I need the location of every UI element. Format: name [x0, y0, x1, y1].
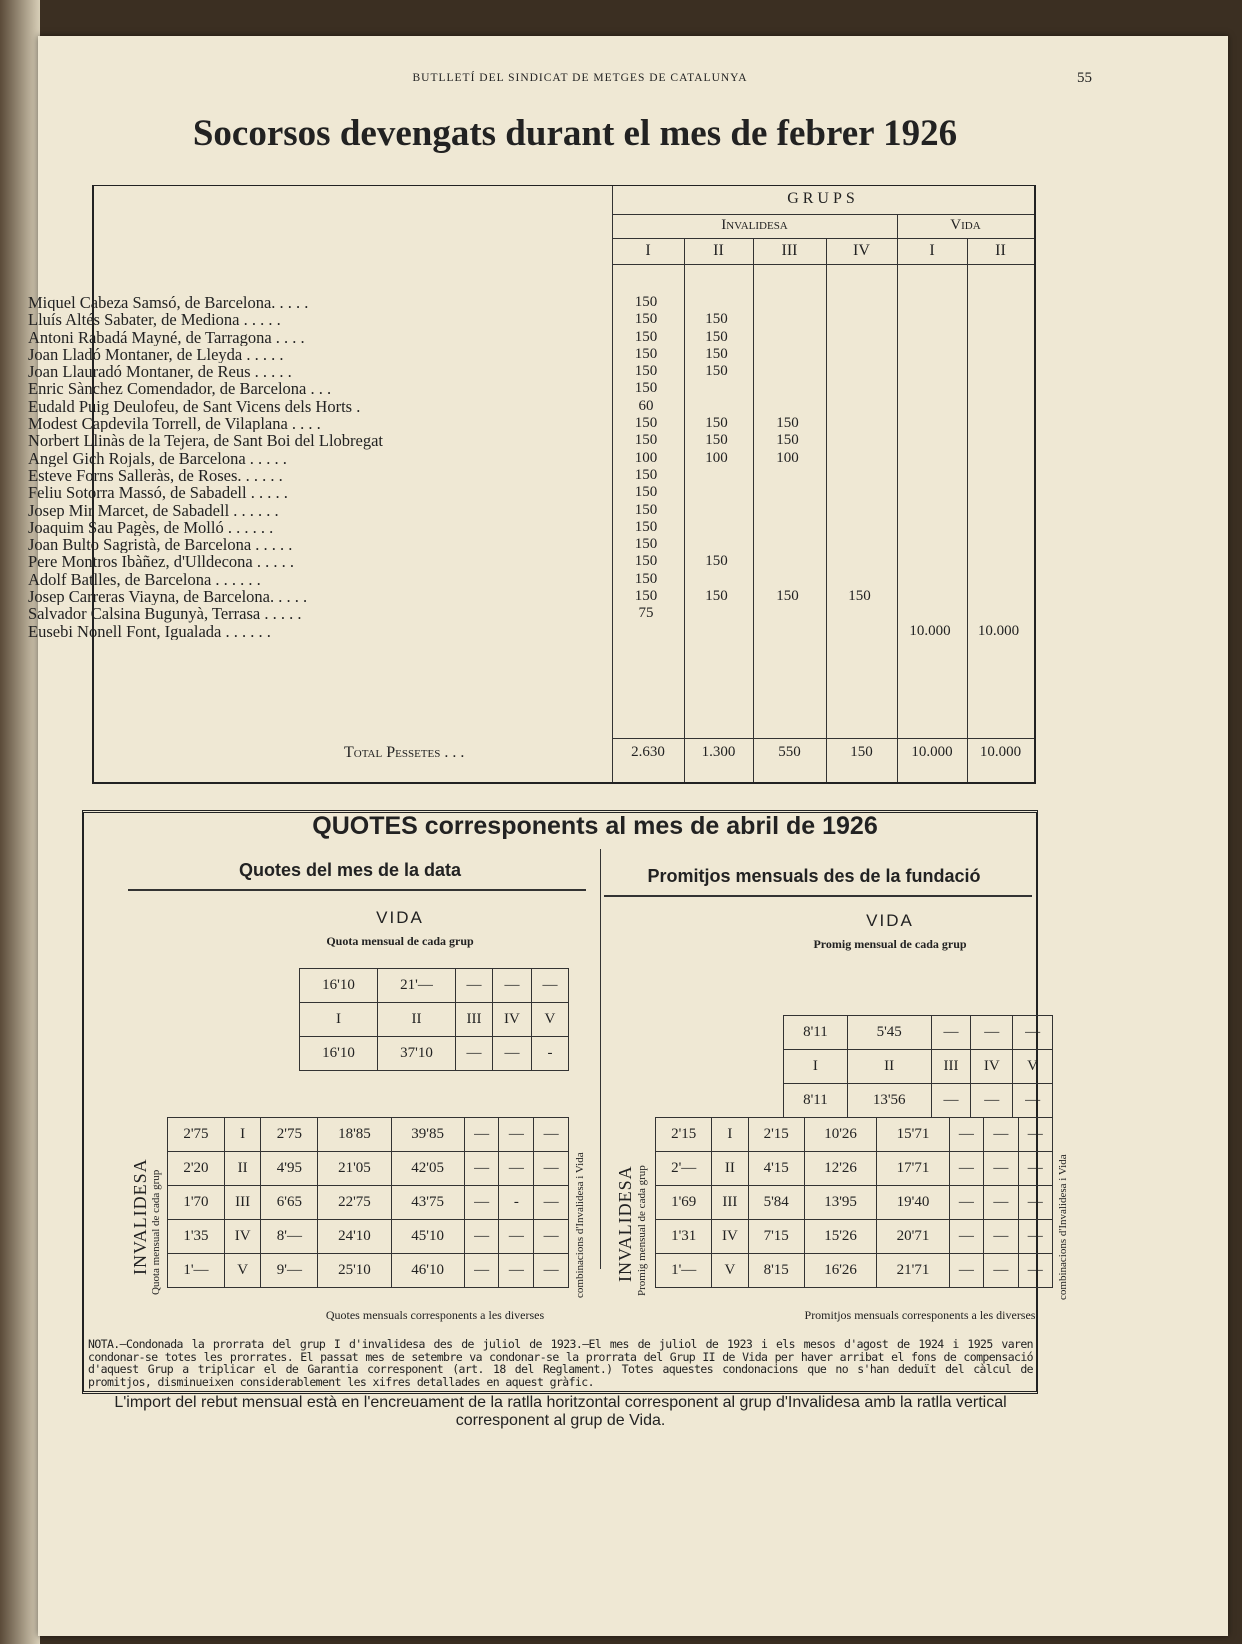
grid-cell: 45'10 — [391, 1220, 464, 1254]
grid-cell: 1'31 — [656, 1220, 712, 1254]
values-vida-ii — [965, 294, 1032, 640]
value-cell — [824, 363, 895, 380]
grid-cell: 6'65 — [261, 1186, 318, 1220]
member-name: Eusebi Nonell Font, Igualada . . . . . . — [28, 622, 271, 640]
member-name: Miquel Cabeza Samsó, de Barcelona. . . . . — [28, 294, 309, 312]
value-cell — [895, 432, 965, 449]
left-vida-caption: Quota mensual de cada grup — [326, 934, 474, 948]
value-cell — [751, 294, 824, 311]
grid-cell: 1'69 — [656, 1186, 712, 1220]
value-cell — [824, 571, 895, 588]
grid-cell: 5'84 — [748, 1186, 804, 1220]
grid-cell: 39'85 — [391, 1118, 464, 1152]
left-footer-caption: Quotes mensuals corresponents a les diverses — [325, 1308, 545, 1322]
grid-cell: — — [984, 1118, 1018, 1152]
grid-cell: I — [712, 1118, 748, 1152]
grid-cell: 13'95 — [804, 1186, 876, 1220]
grid-cell: — — [1018, 1152, 1052, 1186]
value-cell: 100 — [776, 449, 799, 466]
value-cell — [895, 484, 965, 501]
page-number: 55 — [1077, 70, 1092, 86]
value-cell — [965, 553, 1032, 570]
value-cell — [751, 571, 824, 588]
value-cell — [751, 311, 824, 328]
value-cell — [824, 432, 895, 449]
values-inv-iii — [751, 294, 824, 640]
value-cell — [895, 294, 965, 311]
grid-cell: II — [712, 1152, 748, 1186]
value-cell — [824, 536, 895, 553]
value-cell — [895, 363, 965, 380]
value-cell: 150 — [634, 466, 658, 483]
value-cell — [682, 467, 751, 484]
value-cell: 150 — [705, 363, 728, 380]
col-inv-iii: III — [781, 242, 798, 259]
grid-cell: 16'26 — [804, 1254, 876, 1288]
value-cell: 150 — [776, 415, 799, 432]
value-cell: 100 — [705, 449, 728, 466]
member-name: Salvador Calsina Bugunyà, Terrasa . . . . . — [28, 605, 302, 623]
right-footer-caption: Promitjos mensuals corresponents a les diverses — [804, 1308, 1036, 1322]
value-cell: 150 — [776, 432, 799, 449]
value-cell — [965, 311, 1032, 328]
grid-cell: — — [534, 1118, 569, 1152]
grid-cell: — — [1018, 1186, 1052, 1220]
value-cell — [682, 484, 751, 501]
grid-cell: 1'35 — [168, 1220, 225, 1254]
value-cell: 150 — [634, 570, 658, 587]
grid-cell: 8'15 — [748, 1254, 804, 1288]
value-cell — [824, 398, 895, 415]
member-name: Eudald Puig Deulofeu, de Sant Vicens dels Horts . — [28, 397, 361, 416]
value-cell: 150 — [634, 345, 658, 362]
value-cell — [965, 467, 1032, 484]
grid-cell: 2'15 — [656, 1118, 712, 1152]
value-cell — [824, 311, 895, 328]
value-cell — [751, 398, 824, 415]
grid-cell: 19'40 — [877, 1186, 949, 1220]
value-cell — [824, 553, 895, 570]
value-cell — [751, 605, 824, 622]
value-cell — [824, 415, 895, 432]
member-name: Esteve Forns Salleràs, de Roses. . . . . . — [28, 466, 283, 485]
grid-cell: 20'71 — [877, 1220, 949, 1254]
value-cell — [824, 380, 895, 397]
vida-header: Vida — [950, 217, 981, 233]
value-cell — [682, 380, 751, 397]
grid-cell: 25'10 — [318, 1254, 391, 1288]
grid-cell: 7'15 — [748, 1220, 804, 1254]
grid-cell: V — [712, 1254, 748, 1288]
value-cell: 150 — [705, 415, 728, 432]
grid-cell: 12'26 — [804, 1152, 876, 1186]
value-cell: 150 — [634, 328, 658, 345]
value-cell: 150 — [634, 380, 658, 397]
grid-row — [168, 1152, 569, 1186]
value-cell — [895, 415, 965, 432]
grid-cell: — — [984, 1152, 1018, 1186]
value-cell: 150 — [634, 415, 658, 432]
value-cell — [895, 571, 965, 588]
value-cell — [824, 294, 895, 311]
member-name: Antoni Rabadá Mayné, de Tarragona . . . . — [28, 328, 305, 346]
value-cell: 150 — [634, 484, 658, 501]
value-cell: 150 — [634, 363, 658, 380]
member-name: Norbert Llinàs de la Tejera, de Sant Boi del Llobregat — [28, 432, 384, 450]
value-cell — [965, 502, 1032, 519]
grid-row — [656, 1254, 1053, 1288]
grid-cell: 8'— — [261, 1220, 318, 1254]
value-cell — [610, 623, 682, 640]
value-cell — [682, 294, 751, 311]
left-side-caption: Quota mensual de cada grup — [150, 1169, 162, 1295]
value-cell — [751, 467, 824, 484]
right-invalidesa-grid — [655, 1117, 1053, 1288]
grid-cell: 15'26 — [804, 1220, 876, 1254]
value-cell: 150 — [634, 536, 658, 553]
value-cell — [895, 346, 965, 363]
value-cell — [751, 623, 824, 640]
grid-cell: — — [534, 1186, 569, 1220]
grid-cell: — — [949, 1118, 983, 1152]
value-cell: 150 — [776, 588, 799, 605]
col-inv-i: I — [645, 242, 651, 259]
value-cell — [895, 380, 965, 397]
total-vida-ii: 10.000 — [979, 744, 1022, 760]
values-inv-iv — [824, 294, 895, 640]
grid-cell: V — [224, 1254, 261, 1288]
member-name: Joan Lladó Montaner, de Lleyda . . . . . — [28, 345, 284, 364]
left-vida-label: VIDA — [376, 908, 424, 927]
grid-cell: 2'15 — [748, 1118, 804, 1152]
import-text: L'import del rebut mensual està en l'encreuament de la ratlla horitzontal corresponent al grup d'Invalidesa amb la ratlla vertical corresponent al grup de Vida. — [114, 1394, 1007, 1429]
member-name: Angel Gich Rojals, de Barcelona . . . . . — [28, 449, 287, 467]
member-name: Lluís Altés Sabater, de Mediona . . . . . — [28, 311, 281, 329]
value-cell — [965, 571, 1032, 588]
member-name: Joan Bulto Sagristà, de Barcelona . . . . . — [28, 536, 293, 554]
value-cell: 10.000 — [909, 622, 951, 639]
member-name: Joan Llauradó Montaner, de Reus . . . . . — [28, 363, 292, 381]
value-cell — [965, 398, 1032, 415]
page-title: Socorsos devengats durant el mes de febrer 1926 — [192, 113, 958, 154]
right-side-caption: Promig mensual de cada grup — [636, 1165, 648, 1296]
grid-row — [168, 1186, 569, 1220]
grid-row — [168, 1220, 569, 1254]
left-right-caption: combinacions d'Invalidesa i Vida — [574, 1152, 586, 1298]
values-inv-ii — [682, 294, 751, 640]
journal-header: BUTLLETÍ DEL SINDICAT DE METGES DE CATALUNYA — [412, 72, 748, 84]
total-label: Total Pessetes . . . — [344, 744, 465, 761]
right-vida-label: VIDA — [866, 911, 914, 930]
value-cell — [965, 605, 1032, 622]
grid-cell: — — [534, 1254, 569, 1288]
value-cell — [895, 536, 965, 553]
grid-cell: 4'95 — [261, 1152, 318, 1186]
member-name: Josep Mir Marcet, de Sabadell . . . . . . — [28, 501, 279, 519]
grid-cell: — — [949, 1186, 983, 1220]
value-cell: 150 — [634, 501, 658, 518]
value-cell: 150 — [705, 328, 728, 345]
grid-cell: IV — [712, 1220, 748, 1254]
value-cell — [682, 605, 751, 622]
value-cell: 10.000 — [977, 622, 1020, 639]
grid-cell: — — [464, 1152, 499, 1186]
grid-cell: 4'15 — [748, 1152, 804, 1186]
value-cell: 150 — [634, 311, 658, 328]
grid-cell: — — [1018, 1118, 1052, 1152]
value-cell — [824, 502, 895, 519]
grid-cell: 21'05 — [318, 1152, 391, 1186]
grid-cell: — — [499, 1220, 534, 1254]
grid-cell: — — [464, 1118, 499, 1152]
grid-cell: 2'75 — [168, 1118, 225, 1152]
grid-row — [656, 1186, 1053, 1220]
value-cell — [895, 450, 965, 467]
value-cell — [965, 588, 1032, 605]
value-cell — [965, 519, 1032, 536]
value-cell — [682, 519, 751, 536]
value-cell — [682, 571, 751, 588]
value-cell — [751, 346, 824, 363]
value-cell: 75 — [638, 605, 654, 622]
value-cell: 100 — [634, 449, 658, 466]
grid-row — [656, 1118, 1053, 1152]
value-cell — [965, 484, 1032, 501]
member-name: Josep Carreras Viayna, de Barcelona. . . . . — [28, 588, 308, 606]
grid-cell: 2'75 — [261, 1118, 318, 1152]
value-cell — [824, 605, 895, 622]
col-inv-ii: II — [713, 242, 724, 259]
member-name: Joaquim Sau Pagès, de Molló . . . . . . — [28, 518, 274, 537]
grid-row — [168, 1118, 569, 1152]
grid-cell: 17'71 — [877, 1152, 949, 1186]
grid-cell: — — [1018, 1220, 1052, 1254]
value-cell — [965, 329, 1032, 346]
left-invalidesa-label: INVALIDESA — [130, 1158, 150, 1275]
grid-cell: 18'85 — [318, 1118, 391, 1152]
grid-cell: — — [499, 1118, 534, 1152]
grid-cell: — — [984, 1186, 1018, 1220]
value-cell — [824, 346, 895, 363]
value-cell — [682, 398, 751, 415]
grid-cell: — — [464, 1186, 499, 1220]
col-inv-iv: IV — [853, 242, 870, 259]
value-cell — [751, 536, 824, 553]
value-cell — [965, 536, 1032, 553]
value-cell — [682, 623, 751, 640]
left-subtitle: Quotes del mes de la data — [238, 860, 462, 880]
values-inv-i — [610, 294, 682, 640]
value-cell: 150 — [705, 588, 728, 605]
value-cell — [965, 432, 1032, 449]
value-cell: 150 — [705, 345, 728, 362]
grid-cell: 1'— — [168, 1254, 225, 1288]
value-cell — [965, 380, 1032, 397]
grid-cell: 21'71 — [877, 1254, 949, 1288]
value-cell — [751, 502, 824, 519]
grid-cell: — — [984, 1220, 1018, 1254]
total-inv-ii: 1.300 — [701, 744, 736, 760]
value-cell — [751, 553, 824, 570]
value-cell — [824, 484, 895, 501]
member-name: Modest Capdevila Torrell, de Vilaplana . . . . — [28, 415, 321, 433]
member-name: Feliu Sotorra Massó, de Sabadell . . . . . — [28, 484, 288, 502]
value-cell — [895, 467, 965, 484]
left-vida-top: 16'10 21'— — — — I II III IV V 16'10 37'10 — — - — [299, 968, 569, 1071]
grid-cell: — — [1018, 1254, 1052, 1288]
value-cell — [751, 484, 824, 501]
invalidesa-header: Invalidesa — [721, 217, 788, 233]
value-cell: 150 — [634, 588, 658, 605]
grid-cell: 1'— — [656, 1254, 712, 1288]
values-vida-i — [895, 294, 965, 640]
grid-cell: 46'10 — [391, 1254, 464, 1288]
value-cell — [895, 398, 965, 415]
value-cell — [895, 502, 965, 519]
right-subtitle: Promitjos mensuals des de la fundació — [647, 866, 981, 886]
value-cell — [824, 450, 895, 467]
grid-cell: I — [224, 1118, 261, 1152]
grid-cell: 24'10 — [318, 1220, 391, 1254]
value-cell — [682, 536, 751, 553]
right-invalidesa-label: INVALIDESA — [615, 1165, 635, 1282]
value-cell — [824, 467, 895, 484]
value-cell: 150 — [705, 311, 728, 328]
value-cell: 150 — [634, 294, 658, 310]
nota-text: NOTA.—Condonada la prorrata del grup I d'invalidesa des de juliol de 1923.—El mes de juliol de 1923 i els mesos d'agost de 1924 i 1925 varen condonar-se totes les prorrates. El passat mes de setembre va condonar-se la prorrata del Grup II de Vida per haver arribat el fons de compensació d'aquest Grup a triplicar el de Garantia corresponent (art. 18 del Reglament.) Totes aquestes condonacions que no s'han deduït del càlcul de promitjos, disminueixen considerablement les xifres detallades en aquest gràfic. — [88, 1337, 1033, 1389]
value-cell — [751, 380, 824, 397]
value-cell — [751, 363, 824, 380]
value-cell — [965, 363, 1032, 380]
right-right-caption: combinacions d'Invalidesa i Vida — [1057, 1154, 1069, 1300]
value-cell — [895, 553, 965, 570]
value-cell — [895, 605, 965, 622]
value-cell — [895, 311, 965, 328]
member-name: Pere Montros Ibàñez, d'Ulldecona . . . . . — [28, 553, 294, 571]
right-vida-top: 8'11 5'45 — — — I II III IV V 8'11 13'56 — — — — [783, 1015, 1053, 1118]
quotes-title: QUOTES corresponents al mes de abril de 1926 — [312, 812, 878, 840]
grid-cell: — — [534, 1152, 569, 1186]
grid-cell: IV — [224, 1220, 261, 1254]
total-vida-i: 10.000 — [911, 744, 953, 760]
member-name: Enric Sànchez Comendador, de Barcelona . . . — [28, 380, 332, 398]
member-name: Adolf Batlles, de Barcelona . . . . . . — [28, 570, 261, 589]
value-cell: 150 — [705, 553, 728, 570]
value-cell: 150 — [634, 518, 658, 535]
grid-cell: 42'05 — [391, 1152, 464, 1186]
total-inv-iii: 550 — [778, 744, 801, 760]
grid-cell: 43'75 — [391, 1186, 464, 1220]
grid-cell: II — [224, 1152, 261, 1186]
grid-row — [656, 1220, 1053, 1254]
value-cell — [895, 519, 965, 536]
value-cell — [895, 329, 965, 346]
value-cell — [682, 502, 751, 519]
value-cell: 150 — [634, 553, 658, 570]
value-cell — [965, 450, 1032, 467]
value-cell — [824, 519, 895, 536]
right-vida-caption: Promig mensual de cada grup — [813, 937, 967, 951]
grid-cell: 2'20 — [168, 1152, 225, 1186]
value-cell: 150 — [634, 432, 658, 449]
value-cell — [895, 588, 965, 605]
grups-header: GRUPS — [787, 190, 859, 207]
value-cell — [824, 623, 895, 640]
grid-cell: 1'70 — [168, 1186, 225, 1220]
value-cell: 150 — [848, 588, 871, 605]
grid-row — [168, 1254, 569, 1288]
left-invalidesa-grid — [167, 1117, 569, 1288]
value-cell — [824, 329, 895, 346]
value-cell — [965, 294, 1032, 311]
grid-cell: 15'71 — [877, 1118, 949, 1152]
grid-cell: — — [464, 1220, 499, 1254]
grid-cell: 2'— — [656, 1152, 712, 1186]
value-cell: 150 — [705, 432, 728, 449]
grid-cell: — — [499, 1152, 534, 1186]
grid-cell: — — [499, 1254, 534, 1288]
value-cell — [751, 329, 824, 346]
grid-cell: — — [534, 1220, 569, 1254]
grid-cell: — — [949, 1152, 983, 1186]
col-vida-ii: II — [995, 242, 1006, 259]
value-cell — [965, 415, 1032, 432]
grid-cell: 9'— — [261, 1254, 318, 1288]
grid-cell: III — [224, 1186, 261, 1220]
grid-cell: — — [949, 1220, 983, 1254]
grid-cell: - — [499, 1186, 534, 1220]
grid-cell: — — [949, 1254, 983, 1288]
total-inv-i: 2.630 — [631, 744, 665, 760]
grid-cell: III — [712, 1186, 748, 1220]
value-cell — [751, 519, 824, 536]
grid-cell: — — [984, 1254, 1018, 1288]
value-cell: 60 — [638, 397, 654, 414]
grid-row — [656, 1152, 1053, 1186]
total-inv-iv: 150 — [850, 744, 873, 760]
col-vida-i: I — [929, 242, 935, 259]
grid-cell: 22'75 — [318, 1186, 391, 1220]
grid-cell: 10'26 — [804, 1118, 876, 1152]
grid-cell: — — [464, 1254, 499, 1288]
value-cell — [965, 346, 1032, 363]
member-names — [28, 294, 493, 640]
